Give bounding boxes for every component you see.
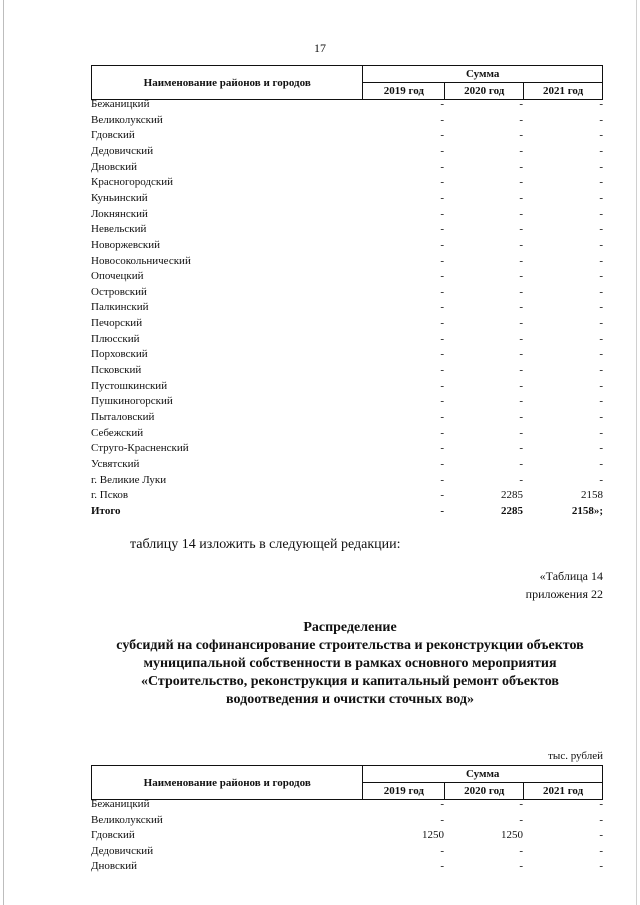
table-row: [91, 300, 603, 316]
table1-name-column-header: Наименование районов и городов: [92, 66, 363, 100]
table-row: [91, 473, 603, 489]
row-name: Гдовский: [91, 829, 135, 842]
row-value-2020: -: [519, 98, 523, 110]
row-value-2021: -: [599, 113, 603, 126]
row-value-2020: -: [519, 301, 523, 314]
row-value-2021: -: [599, 254, 603, 267]
row-value-2020: -: [519, 238, 523, 251]
row-value-2021: -: [599, 160, 603, 173]
row-name: г. Великие Луки: [91, 473, 167, 486]
row-value-2019: -: [440, 364, 444, 377]
row-value-2021: -: [599, 301, 603, 314]
table-reference-line2: приложения 22: [525, 587, 603, 601]
row-value-2019: -: [440, 489, 444, 502]
row-value-2021: -: [599, 844, 603, 857]
table2-name-column-header: Наименование районов и городов: [92, 766, 363, 800]
table-row: [91, 144, 603, 160]
table-row: [91, 285, 603, 301]
row-name: Бежаницкий: [91, 98, 150, 110]
row-value-2021: -: [599, 473, 603, 486]
row-name: Палкинский: [91, 301, 149, 314]
row-value-2021: -: [599, 798, 603, 810]
row-value-2020: -: [519, 191, 523, 204]
table1-total-row: [91, 504, 603, 520]
row-value-2020: -: [519, 332, 523, 345]
row-value-2019: -: [440, 285, 444, 298]
table-row: [91, 113, 603, 129]
total-value-2021: 2158»;: [571, 504, 603, 517]
row-name: Красногородский: [91, 176, 174, 189]
row-value-2019: -: [440, 254, 444, 267]
table-row: [91, 238, 603, 254]
table-row: [91, 347, 603, 363]
table1-year-2019-header: 2019 год: [363, 83, 445, 100]
row-name: Пустошкинский: [91, 379, 168, 392]
row-value-2019: -: [440, 457, 444, 470]
row-value-2021: -: [599, 270, 603, 283]
row-name: Пыталовский: [91, 411, 155, 423]
row-name: Великолукский: [91, 813, 163, 826]
table-reference-line1: «Таблица 14: [539, 569, 603, 583]
row-value-2021: -: [599, 426, 603, 439]
title-line5: водоотведения и очистки сточных вод»: [226, 692, 474, 707]
table-row: [91, 316, 603, 332]
row-value-2019: -: [440, 813, 444, 826]
row-value-2019: -: [440, 860, 444, 873]
table-row: [91, 797, 603, 813]
table-row: [91, 191, 603, 207]
row-value-2019: -: [440, 844, 444, 857]
row-value-2021: -: [599, 364, 603, 377]
row-value-2021: -: [599, 813, 603, 826]
row-name: Пушкиногорский: [91, 395, 173, 408]
total-value-2020: 2285: [501, 504, 523, 517]
row-value-2021: -: [599, 829, 603, 842]
row-value-2021: -: [599, 238, 603, 251]
table-row: [91, 828, 603, 844]
row-name: Дновский: [91, 160, 138, 173]
table2-year-2020-header: 2020 год: [445, 783, 524, 800]
row-value-2021: -: [599, 442, 603, 455]
row-value-2021: -: [599, 411, 603, 423]
row-value-2019: -: [440, 191, 444, 204]
row-value-2019: 1250: [422, 829, 444, 842]
row-value-2020: -: [519, 473, 523, 486]
table-row: [91, 441, 603, 457]
row-value-2020: -: [519, 285, 523, 298]
row-name: Локнянский: [91, 207, 148, 220]
table1-header: [91, 65, 603, 100]
row-value-2021: -: [599, 191, 603, 204]
row-name: Печорский: [91, 317, 143, 330]
table2-header: [91, 765, 603, 800]
row-value-2021: -: [599, 207, 603, 220]
table-row: [91, 394, 603, 410]
row-value-2021: -: [599, 860, 603, 873]
row-value-2020: 2285: [501, 489, 523, 502]
row-value-2019: -: [440, 238, 444, 251]
row-value-2021: -: [599, 395, 603, 408]
row-value-2019: -: [440, 144, 444, 157]
table-row: [91, 332, 603, 348]
row-name: Струго-Красненский: [91, 442, 189, 455]
table2-sum-header: Сумма: [363, 766, 603, 783]
table-row: [91, 379, 603, 395]
row-value-2019: -: [440, 317, 444, 330]
row-value-2021: -: [599, 285, 603, 298]
scan-edge-left: [3, 0, 4, 905]
table-row: [91, 222, 603, 238]
row-value-2020: -: [519, 270, 523, 283]
row-value-2020: -: [519, 223, 523, 236]
table-row: [91, 426, 603, 442]
row-value-2021: 2158: [581, 489, 603, 502]
row-value-2020: -: [519, 813, 523, 826]
table-row: [91, 97, 603, 113]
row-value-2020: -: [519, 348, 523, 361]
row-name: Дновский: [91, 860, 138, 873]
row-value-2020: -: [519, 860, 523, 873]
row-name: г. Псков: [91, 489, 129, 502]
row-value-2019: -: [440, 395, 444, 408]
table2-year-2019-header: 2019 год: [363, 783, 445, 800]
table-row: [91, 160, 603, 176]
row-value-2020: -: [519, 129, 523, 142]
row-value-2020: -: [519, 160, 523, 173]
row-value-2020: -: [519, 364, 523, 377]
row-value-2021: -: [599, 457, 603, 470]
row-name: Дедовичский: [91, 144, 154, 157]
total-label: Итого: [91, 504, 121, 517]
units-label: тыс. рублей: [548, 750, 603, 762]
row-value-2019: -: [440, 207, 444, 220]
row-name: Куньинский: [91, 191, 148, 204]
row-value-2019: -: [440, 379, 444, 392]
row-name: Великолукский: [91, 113, 163, 126]
row-name: Островский: [91, 285, 147, 298]
row-value-2020: -: [519, 254, 523, 267]
table-row: [91, 410, 603, 426]
table-row: [91, 813, 603, 829]
row-value-2021: -: [599, 144, 603, 157]
row-value-2020: -: [519, 395, 523, 408]
row-value-2020: -: [519, 844, 523, 857]
row-value-2019: -: [440, 129, 444, 142]
row-value-2020: -: [519, 176, 523, 189]
row-value-2019: -: [440, 442, 444, 455]
row-value-2021: -: [599, 223, 603, 236]
row-value-2019: -: [440, 176, 444, 189]
row-value-2021: -: [599, 98, 603, 110]
row-name: Усвятский: [91, 457, 140, 470]
row-name: Себежский: [91, 426, 144, 439]
table-row: [91, 175, 603, 191]
total-value-2019: -: [440, 504, 444, 517]
row-value-2020: -: [519, 207, 523, 220]
row-value-2021: -: [599, 332, 603, 345]
table-row: [91, 859, 603, 875]
table-row: [91, 488, 603, 504]
table-row: [91, 254, 603, 270]
row-name: Дедовичский: [91, 844, 154, 857]
row-value-2020: -: [519, 144, 523, 157]
row-value-2019: -: [440, 301, 444, 314]
table1-year-2020-header: 2020 год: [445, 83, 524, 100]
row-value-2020: -: [519, 798, 523, 810]
table-row: [91, 363, 603, 379]
title-line3: муниципальной собственности в рамках основного мероприятия: [143, 656, 557, 671]
page-number: 17: [314, 41, 326, 55]
row-value-2021: -: [599, 379, 603, 392]
scan-edge-right: [636, 0, 637, 905]
table-row: [91, 128, 603, 144]
row-value-2019: -: [440, 223, 444, 236]
table-row: [91, 207, 603, 223]
row-value-2019: -: [440, 332, 444, 345]
row-value-2019: -: [440, 98, 444, 110]
row-name: Опочецкий: [91, 270, 144, 283]
row-value-2021: -: [599, 317, 603, 330]
row-value-2020: -: [519, 442, 523, 455]
row-value-2020: -: [519, 457, 523, 470]
row-name: Гдовский: [91, 129, 135, 142]
row-value-2020: 1250: [501, 829, 523, 842]
row-value-2019: -: [440, 798, 444, 810]
row-name: Новоржевский: [91, 238, 161, 251]
title-line1: Распределение: [303, 620, 397, 635]
row-value-2019: -: [440, 426, 444, 439]
row-value-2019: -: [440, 160, 444, 173]
row-value-2020: -: [519, 411, 523, 423]
table-row: [91, 457, 603, 473]
table-row: [91, 269, 603, 285]
row-value-2019: -: [440, 411, 444, 423]
row-value-2021: -: [599, 348, 603, 361]
amendment-instruction: таблицу 14 изложить в следующей редакции:: [130, 537, 401, 552]
row-name: Плюсский: [91, 332, 140, 345]
row-value-2020: -: [519, 426, 523, 439]
table2-year-2021-header: 2021 год: [524, 783, 603, 800]
row-value-2021: -: [599, 129, 603, 142]
row-name: Псковский: [91, 364, 142, 377]
row-name: Невельский: [91, 223, 147, 236]
row-value-2019: -: [440, 348, 444, 361]
row-name: Бежаницкий: [91, 798, 150, 810]
table-row: [91, 844, 603, 860]
title-line4: «Строительство, реконструкция и капитальный ремонт объектов: [141, 674, 559, 689]
table1-sum-header: Сумма: [363, 66, 603, 83]
row-value-2020: -: [519, 379, 523, 392]
row-name: Порховский: [91, 348, 148, 361]
row-value-2019: -: [440, 270, 444, 283]
row-value-2019: -: [440, 113, 444, 126]
row-value-2019: -: [440, 473, 444, 486]
row-name: Новосокольнический: [91, 254, 191, 267]
row-value-2020: -: [519, 317, 523, 330]
table1-year-2021-header: 2021 год: [524, 83, 603, 100]
row-value-2020: -: [519, 113, 523, 126]
title-line2: субсидий на софинансирование строительства и реконструкции объектов: [116, 638, 584, 653]
row-value-2021: -: [599, 176, 603, 189]
